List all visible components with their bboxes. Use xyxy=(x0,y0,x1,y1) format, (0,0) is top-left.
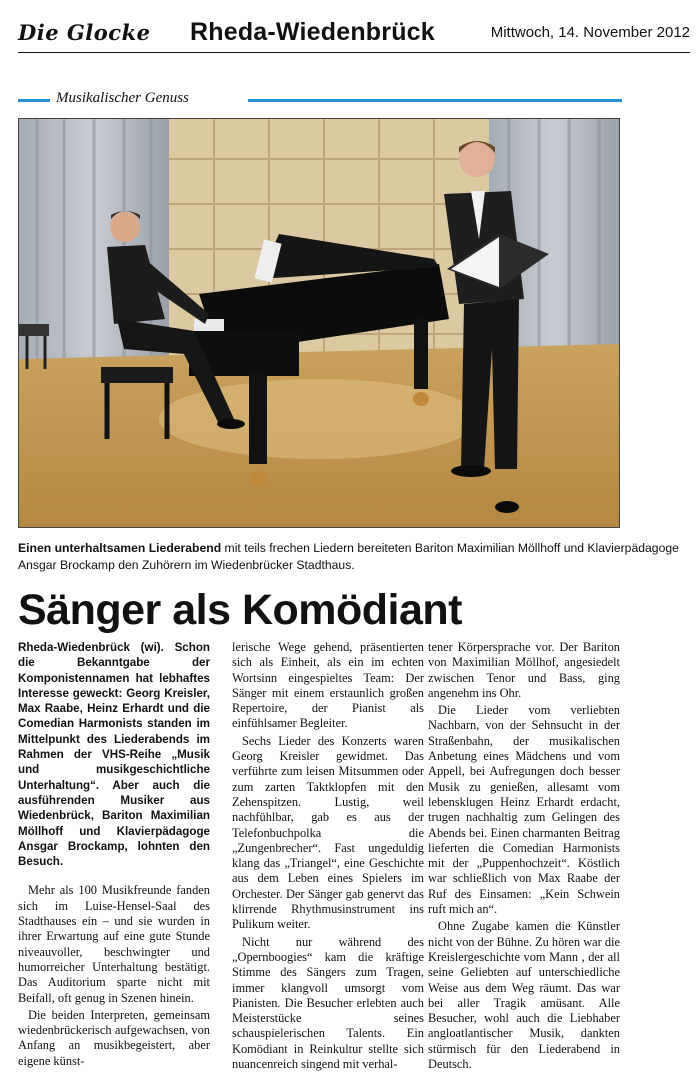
rubric-label: Musikalischer Genuss xyxy=(56,90,189,106)
article-column-2 xyxy=(232,640,424,1072)
article-paragraph: lerische Wege gehend, präsentierten sich als Einheit, als ein im echten Wortsinn eingespieltes Team: Der Sänger mit einem erstaunlich großen Repertoire, der Pianist als einfühlsamer Begleiter. xyxy=(232,640,424,731)
article-paragraph: Die beiden Interpreten, gemeinsam wiedenbrückerisch aufgewachsen, von Anfang an musikbegeistert, aber eigene künst- xyxy=(18,1007,210,1068)
article-paragraph: Mehr als 100 Musikfreunde fanden sich im Luise-Hensel-Saal des Stadthauses ein – und sie wurden in ihrer Erwartung auf eine gute Stunde niveauvoller, beschwingter und humorreicher Unterhaltung bestätigt. Das Auditorium sparte nicht mit Beifall, oft genug in Szenen hinein. xyxy=(18,883,210,1005)
article-column-1 xyxy=(18,640,210,1069)
article-paragraph: Die Lieder vom verliebten Nachbarn, von der Sehnsucht in der Straßenbahn, der musikalischen Anbetung eines Mädchens und vom Appell, bei Aufregungen doch besser Musik zu genießen, allesamt vom lebensklugen Heinz Erhardt erdacht, trugen nachhaltig zum Gelingen des Abends bei. Einen charmanten Beitrag lieferten die Comedian Harmonists mit der „Puppenhochzeit“. Köstlich war schließlich von Max Raabe der Ruf des Einsamen: „Kein Schwein ruft mich an“. xyxy=(428,703,620,917)
rubric xyxy=(18,90,622,110)
article-column-3 xyxy=(428,640,620,1072)
concert-photo-illustration xyxy=(19,119,620,528)
concert-photo xyxy=(18,118,620,528)
caption-lead: Einen unterhaltsamen Liederabend xyxy=(18,541,222,555)
rubric-line-left xyxy=(18,99,50,102)
article-headline: Sänger als Komödiant xyxy=(18,586,462,634)
article-paragraph: Sechs Lieder des Konzerts waren Georg Kreisler gewidmet. Das verführte zum leisen Mitsummen oder zum zarten Taktklopfen mit den Zehenspitzen. Lustig, weil nachfühlbar, gab es aus der Telefonbuchpolka die „Zungenbrecher“. Fast ungeduldig klang das „Triangel“, eine Geschichte aus dem Leben eines Spielers im Orchester. Der Sänger gab genervt das klirrende Rhythmusinstrument ins Pulikum weiter. xyxy=(232,733,424,932)
masthead xyxy=(18,18,690,53)
caption-text: mit teils frechen Liedern bereiteten Bariton Maximilian Möllhoff und Klavierpädagoge Ansgar Brockamp den Zuhörern im Wiedenbrücker Stadthaus. xyxy=(18,541,679,572)
issue-date: Mittwoch, 14. November 2012 xyxy=(490,24,690,41)
photo-caption xyxy=(18,540,682,574)
article-lead: Rheda-Wiedenbrück (wi). Schon die Bekanntgabe der Komponistennamen hat lebhaftes Interesse geweckt: Georg Kreisler, Max Raabe, Heinz Erhardt und die Comedian Harmonists standen im Mittelpunkt des Liederabends im Rahmen der VHS-Reihe „Musik und musikgeschichtliche Unterhaltung“. Aber auch die ausführenden Musiker aus Wiedenbrück, Bariton Maximilian Möllhoff und Klavierpädagoge Ansgar Brockamp, lohnten den Besuch. xyxy=(18,641,210,869)
section-city: Rheda-Wiedenbrück xyxy=(190,18,435,46)
article-paragraph: Nicht nur während des „Opernboogies“ kam die kräftige Stimme des Sängers zum Tragen, immer klangvoll umsorgt vom Pianisten. Die Besucher erlebten auch Meisterstücke seines schauspielerischen Talents. Ein Komödiant in Reinkultur stellte sich nuancenreich singend mit verhal- xyxy=(232,934,424,1072)
rubric-line-right xyxy=(248,99,622,102)
article-paragraph: Ohne Zugabe kamen die Künstler nicht von der Bühne. Zu hören war die Kreislergeschichte vom Mann , der all seine Geliebten auf unterschiedliche Weise aus dem Weg räumt. Das war bei aller Tragik amüsant. Alle Besucher, wohl auch die Liebhaber angloatlantischer Musik, dankten stürmisch für den Liederabend in Deutsch. xyxy=(428,919,621,1072)
article-paragraph: tener Körpersprache vor. Der Bariton von Maximilian Möllhof, angesiedelt zwischen Tenor und Bass, ging angenehm ins Ohr. xyxy=(428,640,620,700)
newspaper-logo: Die Glocke xyxy=(18,20,151,45)
